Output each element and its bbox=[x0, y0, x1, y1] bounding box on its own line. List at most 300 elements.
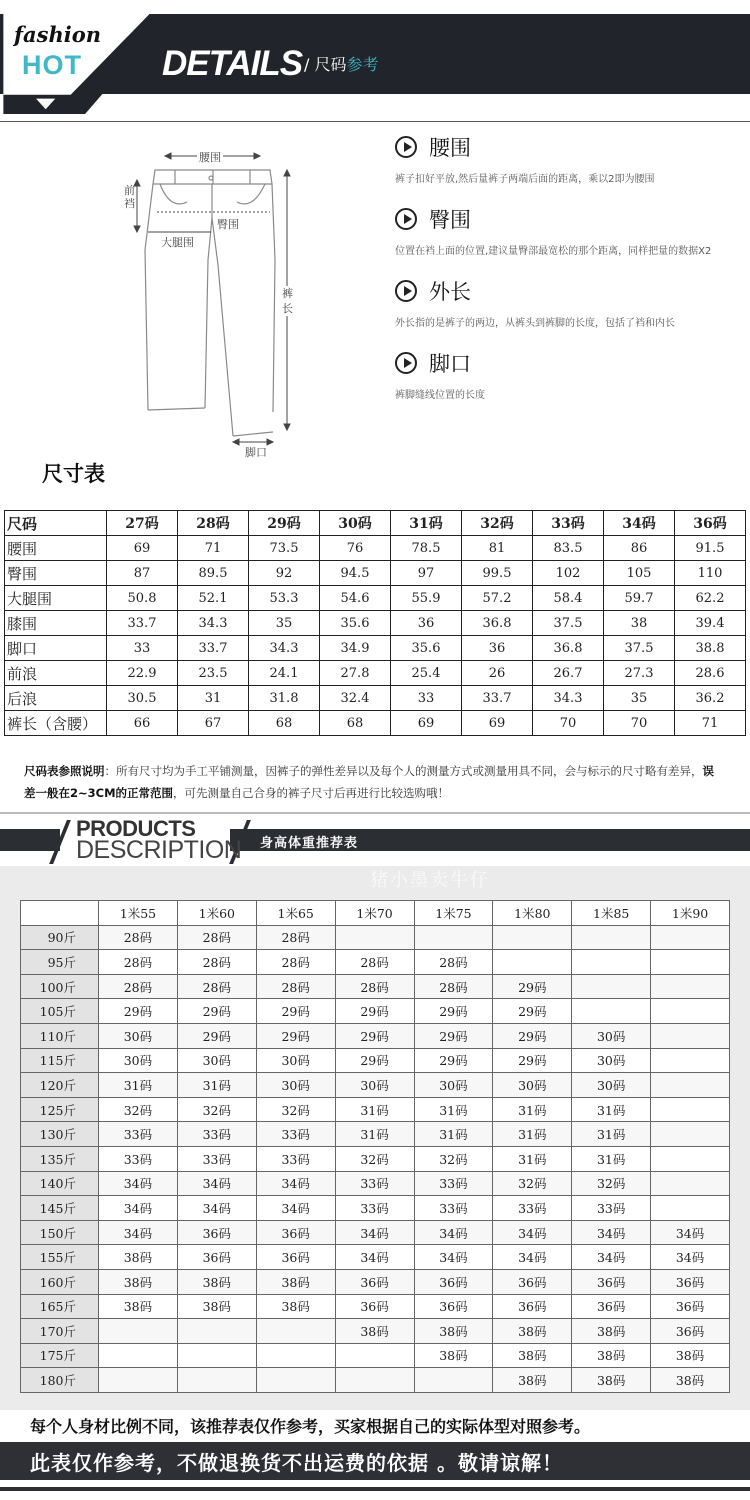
recommend-cell: 34码 bbox=[651, 1245, 730, 1270]
note-head bbox=[395, 204, 745, 234]
recommend-cell: 29码 bbox=[177, 999, 256, 1024]
recommend-table-row bbox=[21, 925, 730, 950]
size-cell: 97 bbox=[391, 561, 462, 586]
size-cell: 22.9 bbox=[107, 661, 178, 686]
recommend-weight-label: 140斤 bbox=[21, 1171, 99, 1196]
recommend-cell bbox=[651, 1097, 730, 1122]
remark-emphasis: 误差一般在2~3CM的正常范围 bbox=[24, 764, 714, 800]
recommend-cell: 30码 bbox=[256, 1073, 335, 1098]
recommend-cell bbox=[651, 1196, 730, 1221]
recommend-cell: 32码 bbox=[493, 1171, 572, 1196]
recommend-weight-label: 125斤 bbox=[21, 1097, 99, 1122]
recommend-cell: 36码 bbox=[493, 1269, 572, 1294]
size-cell: 57.2 bbox=[462, 586, 533, 611]
size-cell: 36.8 bbox=[533, 636, 604, 661]
size-row-label: 臀围 bbox=[5, 561, 107, 586]
recommend-cell: 29码 bbox=[493, 974, 572, 999]
recommend-cell: 30码 bbox=[177, 1048, 256, 1073]
size-cell: 38 bbox=[604, 611, 675, 636]
recommend-cell: 29码 bbox=[414, 999, 493, 1024]
recommend-cell bbox=[99, 1368, 178, 1393]
recommend-cell: 32码 bbox=[177, 1097, 256, 1122]
recommend-cell: 29码 bbox=[493, 1048, 572, 1073]
recommend-cell: 33码 bbox=[493, 1196, 572, 1221]
recommend-cell: 33码 bbox=[572, 1196, 651, 1221]
recommend-cell: 34码 bbox=[651, 1220, 730, 1245]
size-cell: 26.7 bbox=[533, 661, 604, 686]
size-cell: 68 bbox=[320, 711, 391, 736]
recommend-cell: 34码 bbox=[414, 1220, 493, 1245]
recommend-cell bbox=[256, 1368, 335, 1393]
recommend-cell: 28码 bbox=[335, 974, 414, 999]
size-cell: 50.8 bbox=[107, 586, 178, 611]
recommend-cell: 29码 bbox=[177, 1023, 256, 1048]
recommend-cell: 28码 bbox=[414, 950, 493, 975]
size-cell: 36.8 bbox=[462, 611, 533, 636]
recommend-cell bbox=[177, 1319, 256, 1344]
size-cell: 39.4 bbox=[675, 611, 746, 636]
recommend-cell: 31码 bbox=[335, 1122, 414, 1147]
size-row-label: 膝围 bbox=[5, 611, 107, 636]
recommend-cell: 34码 bbox=[177, 1171, 256, 1196]
note-head bbox=[395, 348, 745, 378]
recommend-weight-label: 180斤 bbox=[21, 1368, 99, 1393]
note-outseam bbox=[395, 276, 745, 329]
recommend-cell: 31码 bbox=[335, 1097, 414, 1122]
recommend-cell: 31码 bbox=[414, 1097, 493, 1122]
note-head bbox=[395, 132, 745, 162]
recommend-cell: 30码 bbox=[99, 1023, 178, 1048]
header bbox=[0, 0, 750, 122]
watermark: 猪小墨卖牛仔 bbox=[370, 870, 490, 891]
note-head bbox=[395, 276, 745, 306]
recommend-cell: 33码 bbox=[99, 1122, 178, 1147]
recommend-weight-label: 175斤 bbox=[21, 1343, 99, 1368]
size-cell: 62.2 bbox=[675, 586, 746, 611]
recommend-cell: 34码 bbox=[572, 1220, 651, 1245]
recommend-table-row bbox=[21, 1368, 730, 1393]
recommend-cell bbox=[256, 1343, 335, 1368]
recommend-cell: 38码 bbox=[572, 1368, 651, 1393]
recommend-cell: 30码 bbox=[99, 1048, 178, 1073]
size-cell: 30.5 bbox=[107, 686, 178, 711]
size-cell: 71 bbox=[675, 711, 746, 736]
details-title: DETAILS bbox=[162, 44, 303, 83]
recommend-cell: 34码 bbox=[414, 1245, 493, 1270]
recommend-weight-label: 145斤 bbox=[21, 1196, 99, 1221]
recommend-cell bbox=[651, 950, 730, 975]
recommend-cell: 28码 bbox=[414, 974, 493, 999]
recommend-cell: 33码 bbox=[256, 1122, 335, 1147]
recommend-table-row bbox=[21, 1023, 730, 1048]
recommend-weight-label: 115斤 bbox=[21, 1048, 99, 1073]
recommend-cell: 38码 bbox=[177, 1294, 256, 1319]
recommend-cell: 28码 bbox=[99, 925, 178, 950]
note-title: 外长 bbox=[429, 280, 471, 304]
note-title: 臀围 bbox=[429, 208, 471, 232]
recommend-height-header: 1米80 bbox=[493, 901, 572, 926]
products-left-bar bbox=[0, 829, 60, 851]
recommend-cell: 29码 bbox=[335, 1023, 414, 1048]
recommend-cell: 38码 bbox=[414, 1319, 493, 1344]
size-table-row bbox=[5, 711, 746, 736]
diagram-label-waist: 腰围 bbox=[199, 151, 221, 164]
footer-disclaimer: 此表仅作参考，不做退换货不出运费的依据 。敬请谅解！ bbox=[30, 1451, 563, 1475]
details-subtitle-accent: 参考 bbox=[346, 55, 379, 74]
size-cell: 67 bbox=[178, 711, 249, 736]
size-header-cell: 33码 bbox=[533, 511, 604, 536]
recommend-height-header: 1米85 bbox=[572, 901, 651, 926]
header-divider bbox=[0, 121, 750, 122]
footer-bottom-line bbox=[0, 1487, 750, 1491]
remark-heading: 尺码表参照说明 bbox=[24, 764, 105, 778]
recommend-height-header: 1米90 bbox=[651, 901, 730, 926]
recommend-table-row bbox=[21, 1171, 730, 1196]
size-table-row bbox=[5, 636, 746, 661]
recommend-cell: 29码 bbox=[414, 1048, 493, 1073]
size-cell: 35 bbox=[604, 686, 675, 711]
recommend-cell: 31码 bbox=[177, 1073, 256, 1098]
recommend-cell bbox=[335, 1368, 414, 1393]
recommend-height-header: 1米70 bbox=[335, 901, 414, 926]
recommend-cell: 38码 bbox=[99, 1294, 178, 1319]
size-cell: 59.7 bbox=[604, 586, 675, 611]
recommend-weight-label: 110斤 bbox=[21, 1023, 99, 1048]
recommend-table-row bbox=[21, 1343, 730, 1368]
recommend-cell: 28码 bbox=[99, 950, 178, 975]
size-cell: 91.5 bbox=[675, 536, 746, 561]
recommend-cell: 28码 bbox=[177, 974, 256, 999]
size-row-label: 脚口 bbox=[5, 636, 107, 661]
note-description: 位置在裆上面的位置,建议量臀部最宽松的那个距离，同样把量的数据X2 bbox=[395, 246, 712, 257]
recommend-cell: 36码 bbox=[256, 1245, 335, 1270]
recommend-table-row bbox=[21, 1122, 730, 1147]
size-cell: 70 bbox=[604, 711, 675, 736]
recommend-cell bbox=[414, 1368, 493, 1393]
details-subtitle bbox=[304, 52, 379, 75]
recommend-cell: 32码 bbox=[99, 1097, 178, 1122]
recommend-cell: 36码 bbox=[177, 1220, 256, 1245]
recommend-weight-label: 100斤 bbox=[21, 974, 99, 999]
recommend-cell: 28码 bbox=[256, 950, 335, 975]
recommend-cell bbox=[99, 1343, 178, 1368]
size-cell: 24.1 bbox=[249, 661, 320, 686]
size-row-label: 后浪 bbox=[5, 686, 107, 711]
size-cell: 52.1 bbox=[178, 586, 249, 611]
recommend-cell bbox=[651, 1146, 730, 1171]
recommend-cell: 28码 bbox=[177, 950, 256, 975]
size-cell: 105 bbox=[604, 561, 675, 586]
size-cell: 37.5 bbox=[533, 611, 604, 636]
recommend-cell: 30码 bbox=[572, 1073, 651, 1098]
size-row-label: 前浪 bbox=[5, 661, 107, 686]
size-cell: 81 bbox=[462, 536, 533, 561]
size-header-cell: 29码 bbox=[249, 511, 320, 536]
recommend-weight-label: 135斤 bbox=[21, 1146, 99, 1171]
recommend-table bbox=[20, 900, 730, 1393]
size-cell: 66 bbox=[107, 711, 178, 736]
size-cell: 32.4 bbox=[320, 686, 391, 711]
recommend-cell: 36码 bbox=[335, 1269, 414, 1294]
recommend-cell: 28码 bbox=[335, 950, 414, 975]
size-cell: 69 bbox=[462, 711, 533, 736]
recommend-cell bbox=[177, 1343, 256, 1368]
recommend-cell: 33码 bbox=[335, 1171, 414, 1196]
size-cell: 33 bbox=[107, 636, 178, 661]
size-cell: 34.3 bbox=[178, 611, 249, 636]
recommend-table-row bbox=[21, 1294, 730, 1319]
recommend-cell: 38码 bbox=[651, 1368, 730, 1393]
recommend-cell: 30码 bbox=[256, 1048, 335, 1073]
recommend-cell: 38码 bbox=[335, 1319, 414, 1344]
recommend-height-header: 1米75 bbox=[414, 901, 493, 926]
size-remark bbox=[24, 760, 724, 804]
note-leg-opening bbox=[395, 348, 745, 401]
size-cell: 36.2 bbox=[675, 686, 746, 711]
recommend-cell: 38码 bbox=[572, 1343, 651, 1368]
recommend-cell bbox=[493, 950, 572, 975]
recommend-cell: 31码 bbox=[572, 1146, 651, 1171]
recommend-cell: 33码 bbox=[335, 1196, 414, 1221]
size-cell: 99.5 bbox=[462, 561, 533, 586]
size-cell: 94.5 bbox=[320, 561, 391, 586]
recommend-table-row bbox=[21, 1319, 730, 1344]
recommend-cell: 38码 bbox=[414, 1343, 493, 1368]
diagram-label-length: 裤长 bbox=[282, 287, 293, 315]
recommend-cell bbox=[177, 1368, 256, 1393]
recommend-cell: 33码 bbox=[256, 1146, 335, 1171]
recommend-cell: 31码 bbox=[493, 1146, 572, 1171]
recommend-weight-label: 165斤 bbox=[21, 1294, 99, 1319]
size-table bbox=[4, 510, 746, 736]
recommend-table-row bbox=[21, 1245, 730, 1270]
recommend-cell: 32码 bbox=[572, 1171, 651, 1196]
size-row-label: 裤长（含腰） bbox=[5, 711, 107, 736]
diagram-label-front-rise: 前裆 bbox=[124, 184, 135, 210]
recommend-cell: 36码 bbox=[651, 1269, 730, 1294]
size-cell: 33.7 bbox=[462, 686, 533, 711]
size-row-label: 腰围 bbox=[5, 536, 107, 561]
recommend-cell: 34码 bbox=[99, 1196, 178, 1221]
recommend-cell: 28码 bbox=[177, 925, 256, 950]
size-cell: 69 bbox=[391, 711, 462, 736]
diagram-label-hip: 臀围 bbox=[217, 218, 239, 231]
size-header-cell: 32码 bbox=[462, 511, 533, 536]
recommend-cell: 36码 bbox=[335, 1294, 414, 1319]
size-cell: 25.4 bbox=[391, 661, 462, 686]
recommend-cell: 38码 bbox=[493, 1343, 572, 1368]
recommend-cell: 30码 bbox=[335, 1073, 414, 1098]
pants-diagram bbox=[115, 140, 315, 460]
recommend-cell: 29码 bbox=[493, 999, 572, 1024]
recommend-weight-label: 150斤 bbox=[21, 1220, 99, 1245]
recommend-table-row bbox=[21, 1269, 730, 1294]
recommend-cell: 29码 bbox=[335, 1048, 414, 1073]
size-cell: 23.5 bbox=[178, 661, 249, 686]
size-cell: 73.5 bbox=[249, 536, 320, 561]
size-cell: 35.6 bbox=[320, 611, 391, 636]
recommend-cell: 36码 bbox=[493, 1294, 572, 1319]
recommend-cell: 34码 bbox=[493, 1245, 572, 1270]
recommend-cell: 28码 bbox=[256, 974, 335, 999]
size-cell: 31 bbox=[178, 686, 249, 711]
recommend-cell: 29码 bbox=[335, 999, 414, 1024]
play-circle-icon bbox=[395, 208, 417, 230]
recommend-cell: 34码 bbox=[335, 1220, 414, 1245]
size-cell: 36 bbox=[462, 636, 533, 661]
recommend-cell: 29码 bbox=[493, 1023, 572, 1048]
size-cell: 36 bbox=[391, 611, 462, 636]
size-cell: 28.6 bbox=[675, 661, 746, 686]
recommend-cell bbox=[256, 1319, 335, 1344]
size-table-row bbox=[5, 536, 746, 561]
size-row-label: 大腿围 bbox=[5, 586, 107, 611]
recommend-table-row bbox=[21, 1097, 730, 1122]
recommend-weight-label: 95斤 bbox=[21, 950, 99, 975]
size-cell: 35.6 bbox=[391, 636, 462, 661]
size-cell: 27.3 bbox=[604, 661, 675, 686]
hot-logo-text: HOT bbox=[22, 50, 82, 80]
size-cell: 58.4 bbox=[533, 586, 604, 611]
recommend-cell: 33码 bbox=[99, 1146, 178, 1171]
size-table-row bbox=[5, 561, 746, 586]
recommend-table-row bbox=[21, 950, 730, 975]
size-cell: 34.3 bbox=[249, 636, 320, 661]
recommend-cell: 36码 bbox=[651, 1294, 730, 1319]
footer-note: 每个人身材比例不同，该推荐表仅作参考，买家根据自己的实际体型对照参考。 bbox=[30, 1417, 591, 1436]
recommend-weight-label: 160斤 bbox=[21, 1269, 99, 1294]
recommend-cell bbox=[335, 1343, 414, 1368]
size-cell: 37.5 bbox=[604, 636, 675, 661]
recommend-cell: 28码 bbox=[256, 925, 335, 950]
diagram-label-thigh: 大腿围 bbox=[161, 236, 194, 249]
recommend-cell: 34码 bbox=[256, 1171, 335, 1196]
recommend-cell bbox=[572, 999, 651, 1024]
size-cell: 71 bbox=[178, 536, 249, 561]
size-header-cell: 30码 bbox=[320, 511, 391, 536]
size-cell: 27.8 bbox=[320, 661, 391, 686]
play-circle-icon bbox=[395, 352, 417, 374]
size-cell: 35 bbox=[249, 611, 320, 636]
recommend-cell: 29码 bbox=[256, 1023, 335, 1048]
size-cell: 87 bbox=[107, 561, 178, 586]
recommend-cell: 28码 bbox=[99, 974, 178, 999]
size-header-cell: 27码 bbox=[107, 511, 178, 536]
note-hip bbox=[395, 204, 745, 257]
recommend-cell: 34码 bbox=[335, 1245, 414, 1270]
recommend-cell bbox=[335, 925, 414, 950]
size-table-row bbox=[5, 686, 746, 711]
size-cell: 70 bbox=[533, 711, 604, 736]
size-cell: 33 bbox=[391, 686, 462, 711]
recommend-cell: 38码 bbox=[99, 1269, 178, 1294]
size-cell: 78.5 bbox=[391, 536, 462, 561]
recommend-cell: 36码 bbox=[177, 1245, 256, 1270]
recommend-table-row bbox=[21, 999, 730, 1024]
recommend-weight-label: 90斤 bbox=[21, 925, 99, 950]
size-cell: 26 bbox=[462, 661, 533, 686]
recommend-header-row bbox=[21, 901, 730, 926]
size-table-row bbox=[5, 611, 746, 636]
recommend-cell: 34码 bbox=[572, 1245, 651, 1270]
recommend-cell: 29码 bbox=[414, 1023, 493, 1048]
size-header-cell: 34码 bbox=[604, 511, 675, 536]
recommend-height-header: 1米65 bbox=[256, 901, 335, 926]
remark-text-end: ，可先测量自己合身的裤子尺寸后再进行比较选购哦！ bbox=[173, 786, 450, 800]
note-title: 腰围 bbox=[429, 136, 471, 160]
recommend-cell: 33码 bbox=[414, 1171, 493, 1196]
recommend-cell bbox=[572, 950, 651, 975]
recommend-cell: 34码 bbox=[493, 1220, 572, 1245]
recommend-cell: 38码 bbox=[177, 1269, 256, 1294]
size-cell: 102 bbox=[533, 561, 604, 586]
recommend-cell: 29码 bbox=[99, 999, 178, 1024]
recommend-cell: 30码 bbox=[572, 1023, 651, 1048]
recommend-cell: 36码 bbox=[414, 1294, 493, 1319]
size-cell: 31.8 bbox=[249, 686, 320, 711]
recommend-cell: 34码 bbox=[99, 1171, 178, 1196]
size-table-header-row bbox=[5, 511, 746, 536]
recommend-weight-label: 155斤 bbox=[21, 1245, 99, 1270]
size-cell: 89.5 bbox=[178, 561, 249, 586]
play-circle-icon bbox=[395, 280, 417, 302]
recommend-cell: 36码 bbox=[572, 1294, 651, 1319]
size-table-row bbox=[5, 661, 746, 686]
recommend-cell bbox=[651, 1048, 730, 1073]
recommend-cell: 31码 bbox=[493, 1097, 572, 1122]
recommend-weight-label: 105斤 bbox=[21, 999, 99, 1024]
recommend-cell bbox=[651, 1023, 730, 1048]
size-header-cell: 28码 bbox=[178, 511, 249, 536]
recommend-cell: 34码 bbox=[99, 1220, 178, 1245]
recommend-cell: 34码 bbox=[177, 1196, 256, 1221]
remark-text: ：所有尺寸均为手工平铺测量，因裤子的弹性差异以及每个人的测量方式或测量用具不同，会与标示的尺寸略有差异， bbox=[104, 764, 703, 778]
recommend-cell: 31码 bbox=[572, 1122, 651, 1147]
note-description: 外长指的是裤子的两边，从裤头到裤脚的长度，包括了裆和内长 bbox=[395, 318, 675, 329]
recommend-cell: 38码 bbox=[493, 1368, 572, 1393]
recommend-cell: 32码 bbox=[256, 1097, 335, 1122]
recommend-cell: 31码 bbox=[99, 1073, 178, 1098]
recommend-cell: 31码 bbox=[493, 1122, 572, 1147]
recommend-weight-label: 130斤 bbox=[21, 1122, 99, 1147]
recommend-table-row bbox=[21, 1048, 730, 1073]
recommend-cell bbox=[414, 925, 493, 950]
recommend-cell: 38码 bbox=[493, 1319, 572, 1344]
note-description: 裤子扣好平放,然后量裤子两端后面的距离，乘以2即为腰围 bbox=[395, 174, 655, 185]
recommend-cell bbox=[651, 974, 730, 999]
recommend-table-row bbox=[21, 974, 730, 999]
recommend-cell: 38码 bbox=[256, 1269, 335, 1294]
recommend-cell: 33码 bbox=[177, 1122, 256, 1147]
size-header-cell: 31码 bbox=[391, 511, 462, 536]
recommend-cell: 32码 bbox=[414, 1146, 493, 1171]
recommend-cell: 33码 bbox=[177, 1146, 256, 1171]
size-cell: 34.9 bbox=[320, 636, 391, 661]
recommend-table-row bbox=[21, 1220, 730, 1245]
recommend-table-title: 身高体重推荐表 bbox=[260, 836, 359, 851]
recommend-cell: 34码 bbox=[256, 1196, 335, 1221]
size-cell: 54.6 bbox=[320, 586, 391, 611]
recommend-cell bbox=[651, 1171, 730, 1196]
recommend-cell: 32码 bbox=[335, 1146, 414, 1171]
recommend-cell bbox=[572, 925, 651, 950]
details-subtitle-prefix: / 尺码 bbox=[304, 55, 347, 74]
play-circle-icon bbox=[395, 136, 417, 158]
recommend-table-row bbox=[21, 1073, 730, 1098]
recommend-cell bbox=[493, 925, 572, 950]
recommend-cell: 30码 bbox=[414, 1073, 493, 1098]
size-header-label: 尺码 bbox=[5, 511, 107, 536]
